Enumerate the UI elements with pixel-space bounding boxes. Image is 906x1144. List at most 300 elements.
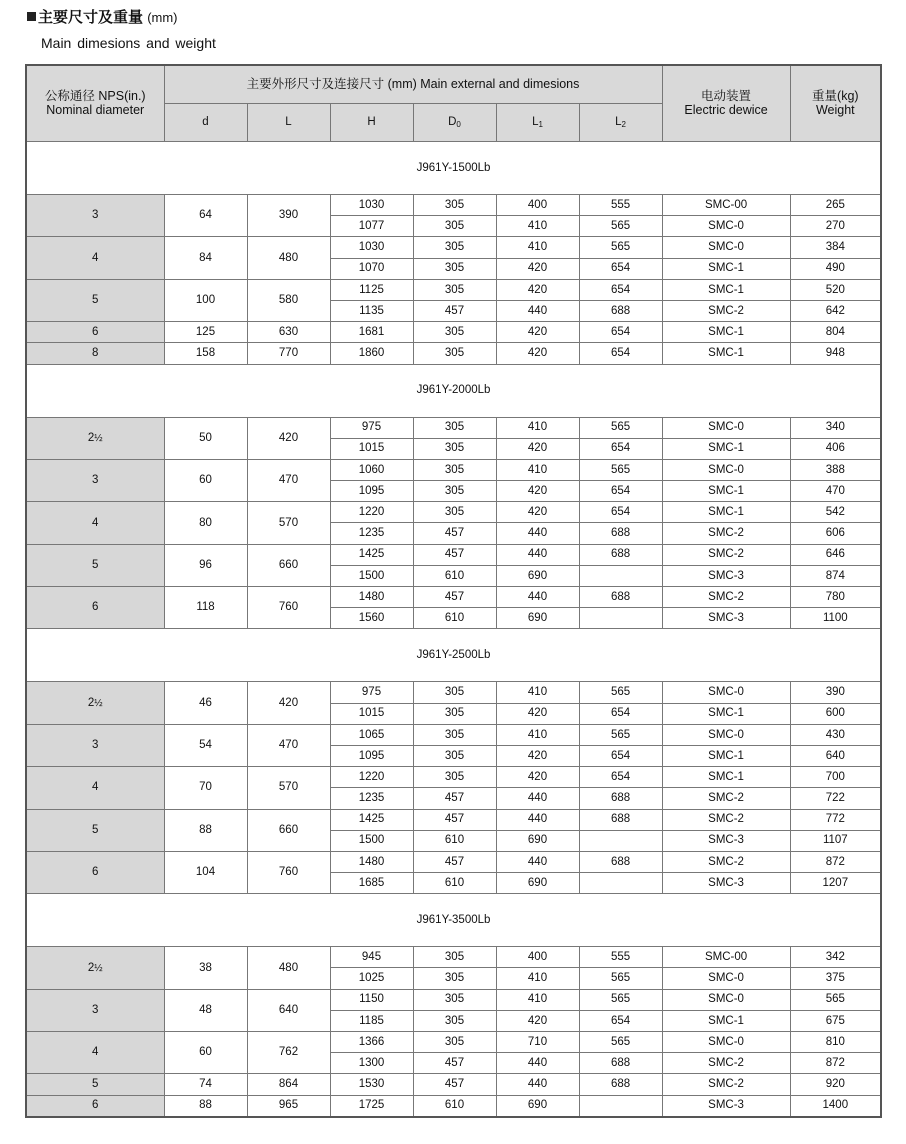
L2-cell: 565 (579, 216, 662, 237)
nps-cell (26, 947, 164, 989)
header-col-L1-main: L (532, 116, 539, 129)
nps-value: 5 (92, 823, 99, 836)
H-cell: 1725 (330, 1095, 413, 1117)
d-cell: 50 (164, 417, 247, 459)
L1-cell: 420 (496, 1010, 579, 1031)
L1-cell: 410 (496, 216, 579, 237)
d-cell: 125 (164, 322, 247, 343)
electric-device-cell: SMC-3 (662, 565, 790, 586)
table-row (26, 544, 881, 565)
L2-cell: 688 (579, 1074, 662, 1095)
header-col-d: d (164, 104, 247, 142)
weight-cell: 470 (790, 481, 881, 502)
dimensions-table (25, 64, 882, 1118)
nps-value: 2 (87, 696, 95, 709)
electric-device-cell: SMC-2 (662, 1053, 790, 1074)
header-main-dimensions: 主要外形尺寸及连接尺寸 (mm) Main external and dimesions (164, 65, 662, 104)
D0-cell: 457 (413, 809, 496, 830)
H-cell: 1235 (330, 788, 413, 809)
L-cell: 760 (247, 587, 330, 629)
table-row (26, 851, 881, 872)
L2-cell: 555 (579, 947, 662, 968)
H-cell: 1015 (330, 438, 413, 459)
L1-cell: 440 (496, 1074, 579, 1095)
L-cell: 760 (247, 851, 330, 893)
weight-cell: 675 (790, 1010, 881, 1031)
d-cell: 48 (164, 989, 247, 1031)
table-row (26, 587, 881, 608)
L2-cell: 565 (579, 989, 662, 1010)
L2-cell (579, 608, 662, 629)
nps-cell (26, 724, 164, 766)
table-row (26, 767, 881, 788)
page-title (27, 6, 178, 27)
L-cell: 480 (247, 947, 330, 989)
weight-cell: 872 (790, 1053, 881, 1074)
table-row (26, 343, 881, 364)
table-row (26, 459, 881, 480)
D0-cell: 305 (413, 989, 496, 1010)
H-cell: 1425 (330, 544, 413, 565)
weight-cell: 606 (790, 523, 881, 544)
L-cell: 965 (247, 1095, 330, 1117)
table-row (26, 989, 881, 1010)
title-text: 主要尺寸及重量 (38, 9, 144, 26)
header-col-D0-sub: 0 (456, 120, 461, 130)
D0-cell: 305 (413, 237, 496, 258)
electric-device-cell: SMC-0 (662, 682, 790, 703)
L2-cell: 565 (579, 459, 662, 480)
L2-cell: 555 (579, 195, 662, 216)
header-electric-device (662, 65, 790, 142)
weight-cell: 390 (790, 682, 881, 703)
H-cell: 1480 (330, 851, 413, 872)
nps-cell (26, 343, 164, 364)
H-cell: 1425 (330, 809, 413, 830)
nps-cell (26, 1032, 164, 1074)
weight-cell: 646 (790, 544, 881, 565)
D0-cell: 610 (413, 608, 496, 629)
D0-cell: 305 (413, 703, 496, 724)
section-row (26, 629, 881, 682)
L-cell: 420 (247, 417, 330, 459)
D0-cell: 305 (413, 258, 496, 279)
L1-cell: 690 (496, 565, 579, 586)
d-cell: 158 (164, 343, 247, 364)
nps-value: 8 (92, 347, 99, 360)
H-cell: 1150 (330, 989, 413, 1010)
L1-cell: 440 (496, 1053, 579, 1074)
L-cell: 470 (247, 724, 330, 766)
nps-fraction: ½ (94, 697, 103, 709)
L1-cell: 440 (496, 809, 579, 830)
d-cell: 46 (164, 682, 247, 724)
D0-cell: 610 (413, 565, 496, 586)
header-col-L2 (579, 104, 662, 142)
H-cell: 1015 (330, 703, 413, 724)
d-cell: 54 (164, 724, 247, 766)
D0-cell: 305 (413, 279, 496, 300)
square-bullet-icon (27, 12, 36, 21)
L1-cell: 420 (496, 343, 579, 364)
electric-device-cell: SMC-0 (662, 237, 790, 258)
H-cell: 1500 (330, 830, 413, 851)
L2-cell: 565 (579, 724, 662, 745)
D0-cell: 457 (413, 851, 496, 872)
section-row (26, 142, 881, 195)
H-cell: 1220 (330, 502, 413, 523)
table-row (26, 279, 881, 300)
d-cell: 38 (164, 947, 247, 989)
L1-cell: 410 (496, 682, 579, 703)
d-cell: 74 (164, 1074, 247, 1095)
L1-cell: 420 (496, 481, 579, 502)
D0-cell: 305 (413, 459, 496, 480)
L-cell: 630 (247, 322, 330, 343)
table-row (26, 502, 881, 523)
L2-cell: 565 (579, 968, 662, 989)
L2-cell: 654 (579, 1010, 662, 1031)
H-cell: 945 (330, 947, 413, 968)
D0-cell: 305 (413, 1032, 496, 1053)
L-cell: 480 (247, 237, 330, 279)
section-row (26, 364, 881, 417)
L-cell: 770 (247, 343, 330, 364)
D0-cell: 457 (413, 1053, 496, 1074)
L1-cell: 440 (496, 300, 579, 321)
d-cell: 80 (164, 502, 247, 544)
nps-fraction: ½ (94, 432, 103, 444)
weight-cell: 542 (790, 502, 881, 523)
weight-cell: 1207 (790, 873, 881, 894)
D0-cell: 305 (413, 216, 496, 237)
L2-cell (579, 873, 662, 894)
H-cell: 1065 (330, 724, 413, 745)
electric-device-cell: SMC-3 (662, 873, 790, 894)
D0-cell: 305 (413, 481, 496, 502)
title-unit: (mm) (147, 10, 178, 25)
L2-cell: 688 (579, 851, 662, 872)
electric-device-cell: SMC-1 (662, 767, 790, 788)
H-cell: 1500 (330, 565, 413, 586)
L2-cell: 654 (579, 279, 662, 300)
L2-cell (579, 1095, 662, 1117)
nps-cell (26, 682, 164, 724)
electric-device-cell: SMC-00 (662, 195, 790, 216)
L1-cell: 410 (496, 724, 579, 745)
weight-cell: 406 (790, 438, 881, 459)
nps-cell (26, 237, 164, 279)
L2-cell: 688 (579, 587, 662, 608)
L1-cell: 420 (496, 502, 579, 523)
weight-cell: 388 (790, 459, 881, 480)
header-col-L: L (247, 104, 330, 142)
electric-device-cell: SMC-2 (662, 523, 790, 544)
header-col-L1 (496, 104, 579, 142)
weight-cell: 780 (790, 587, 881, 608)
header-electric-en: Electric dewice (684, 102, 768, 117)
d-cell: 104 (164, 851, 247, 893)
weight-cell: 640 (790, 745, 881, 766)
electric-device-cell: SMC-2 (662, 809, 790, 830)
L2-cell: 654 (579, 767, 662, 788)
nps-cell (26, 809, 164, 851)
table-row (26, 322, 881, 343)
H-cell: 1366 (330, 1032, 413, 1053)
weight-cell: 948 (790, 343, 881, 364)
D0-cell: 305 (413, 195, 496, 216)
L2-cell: 654 (579, 745, 662, 766)
weight-cell: 1400 (790, 1095, 881, 1117)
header-nps-cn: 公称通径 NPS(in.) (44, 88, 146, 103)
header-col-L2-main: L (615, 116, 622, 129)
nps-value: 2 (87, 431, 95, 444)
nps-value: 4 (92, 251, 99, 264)
header-col-L1-sub: 1 (538, 120, 543, 130)
H-cell: 1681 (330, 322, 413, 343)
D0-cell: 305 (413, 724, 496, 745)
weight-cell: 430 (790, 724, 881, 745)
L2-cell: 688 (579, 523, 662, 544)
table-row (26, 682, 881, 703)
nps-cell (26, 544, 164, 586)
L1-cell: 690 (496, 608, 579, 629)
H-cell: 1095 (330, 481, 413, 502)
header-weight (790, 65, 881, 142)
L1-cell: 400 (496, 947, 579, 968)
nps-value: 6 (92, 866, 99, 879)
D0-cell: 305 (413, 343, 496, 364)
electric-device-cell: SMC-1 (662, 745, 790, 766)
weight-cell: 874 (790, 565, 881, 586)
nps-cell (26, 417, 164, 459)
L1-cell: 420 (496, 703, 579, 724)
table-row (26, 195, 881, 216)
weight-cell: 810 (790, 1032, 881, 1053)
electric-device-cell: SMC-2 (662, 851, 790, 872)
weight-cell: 265 (790, 195, 881, 216)
D0-cell: 610 (413, 873, 496, 894)
table-row (26, 724, 881, 745)
L1-cell: 420 (496, 745, 579, 766)
electric-device-cell: SMC-0 (662, 459, 790, 480)
d-cell: 88 (164, 809, 247, 851)
table-row (26, 1032, 881, 1053)
D0-cell: 610 (413, 1095, 496, 1117)
D0-cell: 305 (413, 682, 496, 703)
H-cell: 1300 (330, 1053, 413, 1074)
H-cell: 1530 (330, 1074, 413, 1095)
electric-device-cell: SMC-3 (662, 1095, 790, 1117)
L2-cell: 688 (579, 788, 662, 809)
header-col-H: H (330, 104, 413, 142)
electric-device-cell: SMC-1 (662, 322, 790, 343)
electric-device-cell: SMC-1 (662, 481, 790, 502)
L-cell: 660 (247, 544, 330, 586)
electric-device-cell: SMC-2 (662, 544, 790, 565)
L1-cell: 420 (496, 258, 579, 279)
weight-cell: 920 (790, 1074, 881, 1095)
L2-cell: 688 (579, 544, 662, 565)
L1-cell: 690 (496, 830, 579, 851)
D0-cell: 305 (413, 417, 496, 438)
d-cell: 118 (164, 587, 247, 629)
electric-device-cell: SMC-00 (662, 947, 790, 968)
nps-cell (26, 767, 164, 809)
L2-cell: 654 (579, 343, 662, 364)
H-cell: 1560 (330, 608, 413, 629)
H-cell: 1060 (330, 459, 413, 480)
nps-cell (26, 1095, 164, 1117)
d-cell: 64 (164, 195, 247, 237)
H-cell: 975 (330, 417, 413, 438)
L-cell: 864 (247, 1074, 330, 1095)
weight-cell: 872 (790, 851, 881, 872)
H-cell: 1685 (330, 873, 413, 894)
electric-device-cell: SMC-0 (662, 724, 790, 745)
nps-value: 4 (92, 1046, 99, 1059)
L-cell: 580 (247, 279, 330, 321)
electric-device-cell: SMC-1 (662, 703, 790, 724)
D0-cell: 457 (413, 544, 496, 565)
weight-cell: 1100 (790, 608, 881, 629)
weight-cell: 384 (790, 237, 881, 258)
L2-cell: 565 (579, 682, 662, 703)
L2-cell: 654 (579, 258, 662, 279)
nps-cell (26, 587, 164, 629)
weight-cell: 722 (790, 788, 881, 809)
nps-value: 5 (92, 294, 99, 307)
L1-cell: 420 (496, 767, 579, 788)
H-cell: 1030 (330, 237, 413, 258)
L2-cell: 688 (579, 809, 662, 830)
electric-device-cell: SMC-0 (662, 1032, 790, 1053)
L1-cell: 440 (496, 587, 579, 608)
D0-cell: 305 (413, 1010, 496, 1031)
weight-cell: 490 (790, 258, 881, 279)
D0-cell: 305 (413, 947, 496, 968)
H-cell: 1860 (330, 343, 413, 364)
table-row (26, 809, 881, 830)
L1-cell: 410 (496, 968, 579, 989)
header-weight-en: Weight (815, 102, 855, 117)
D0-cell: 305 (413, 502, 496, 523)
L2-cell: 654 (579, 322, 662, 343)
L1-cell: 440 (496, 788, 579, 809)
nps-cell (26, 195, 164, 237)
H-cell: 1070 (330, 258, 413, 279)
nps-cell (26, 1074, 164, 1095)
L2-cell: 565 (579, 1032, 662, 1053)
weight-cell: 520 (790, 279, 881, 300)
electric-device-cell: SMC-2 (662, 587, 790, 608)
D0-cell: 305 (413, 438, 496, 459)
L2-cell (579, 565, 662, 586)
nps-value: 6 (92, 1099, 99, 1112)
H-cell: 1125 (330, 279, 413, 300)
nps-value: 5 (92, 558, 99, 571)
header-col-D0-main: D (448, 116, 457, 129)
d-cell: 88 (164, 1095, 247, 1117)
D0-cell: 305 (413, 745, 496, 766)
L1-cell: 420 (496, 438, 579, 459)
L2-cell: 688 (579, 300, 662, 321)
L1-cell: 440 (496, 523, 579, 544)
electric-device-cell: SMC-2 (662, 788, 790, 809)
L-cell: 570 (247, 502, 330, 544)
L-cell: 390 (247, 195, 330, 237)
L-cell: 420 (247, 682, 330, 724)
weight-cell: 772 (790, 809, 881, 830)
L1-cell: 440 (496, 544, 579, 565)
D0-cell: 305 (413, 968, 496, 989)
D0-cell: 457 (413, 300, 496, 321)
H-cell: 975 (330, 682, 413, 703)
L1-cell: 710 (496, 1032, 579, 1053)
header-nominal-diameter (26, 65, 164, 142)
section-title: J961Y-2500Lb (26, 629, 881, 682)
nps-cell (26, 989, 164, 1031)
L-cell: 470 (247, 459, 330, 501)
weight-cell: 375 (790, 968, 881, 989)
electric-device-cell: SMC-3 (662, 608, 790, 629)
L1-cell: 420 (496, 279, 579, 300)
electric-device-cell: SMC-0 (662, 968, 790, 989)
table-body (26, 142, 881, 1117)
D0-cell: 610 (413, 830, 496, 851)
electric-device-cell: SMC-1 (662, 279, 790, 300)
L-cell: 660 (247, 809, 330, 851)
d-cell: 96 (164, 544, 247, 586)
L2-cell (579, 830, 662, 851)
H-cell: 1480 (330, 587, 413, 608)
L1-cell: 400 (496, 195, 579, 216)
D0-cell: 457 (413, 1074, 496, 1095)
L2-cell: 654 (579, 481, 662, 502)
L1-cell: 410 (496, 417, 579, 438)
electric-device-cell: SMC-0 (662, 417, 790, 438)
weight-cell: 270 (790, 216, 881, 237)
nps-value: 4 (92, 516, 99, 529)
H-cell: 1025 (330, 968, 413, 989)
L2-cell: 654 (579, 502, 662, 523)
weight-cell: 565 (790, 989, 881, 1010)
header-nps-en: Nominal diameter (46, 102, 145, 117)
L1-cell: 440 (496, 851, 579, 872)
weight-cell: 804 (790, 322, 881, 343)
nps-value: 3 (92, 1003, 99, 1016)
weight-cell: 700 (790, 767, 881, 788)
L2-cell: 688 (579, 1053, 662, 1074)
L-cell: 640 (247, 989, 330, 1031)
L1-cell: 690 (496, 873, 579, 894)
H-cell: 1095 (330, 745, 413, 766)
electric-device-cell: SMC-0 (662, 216, 790, 237)
header-col-L2-sub: 2 (621, 120, 626, 130)
nps-value: 4 (92, 781, 99, 794)
page-subtitle: Main dimesions and weight (41, 35, 216, 51)
electric-device-cell: SMC-1 (662, 438, 790, 459)
D0-cell: 457 (413, 523, 496, 544)
table-row (26, 417, 881, 438)
table-row (26, 237, 881, 258)
header-electric-cn: 电动装置 (701, 88, 752, 103)
section-row (26, 894, 881, 947)
weight-cell: 642 (790, 300, 881, 321)
nps-value: 3 (92, 739, 99, 752)
H-cell: 1030 (330, 195, 413, 216)
electric-device-cell: SMC-1 (662, 1010, 790, 1031)
